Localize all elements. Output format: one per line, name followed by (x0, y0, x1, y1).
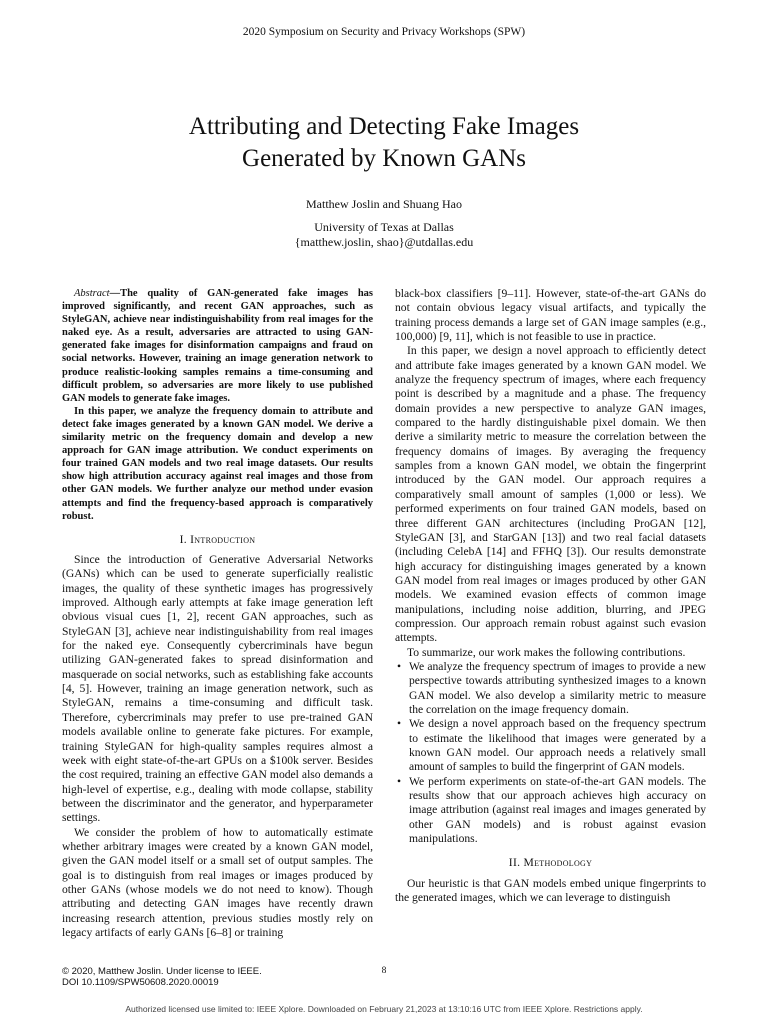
abstract-text-1: —The quality of GAN-generated fake images has improved significantly, and recent GAN approaches, such as StyleGAN, achieve near indistinguishability from real images for the naked eye. As a result, adversaries are attracted to using GAN-generated fake images for disinformation campaigns and fraud on social networks. However, training an image generation network to produce realistic-looking samples remains a time-consuming and difficult problem, so adversaries are more likely to use published GAN models to generate fake images. (62, 288, 373, 404)
intro-paragraph-5: To summarize, our work makes the following contributions. (407, 645, 686, 659)
email: {matthew.joslin, shao}@utdallas.edu (294, 235, 474, 249)
right-column (395, 287, 706, 905)
contribution-item: • We analyze the frequency spectrum of images to provide a new perspective towards attributing synthesized images to a known GAN model. We also develop a similarity metric to measure the correlation on the image frequency domain. (409, 660, 706, 717)
affiliation-block (0, 220, 768, 250)
section-heading-introduction: I. Introduction (179, 532, 256, 546)
affiliation: University of Texas at Dallas (314, 220, 454, 234)
abstract-label: Abstract (74, 288, 110, 299)
section-heading-methodology: II. Methodology (508, 856, 593, 870)
abstract-paragraph-1 (62, 287, 373, 405)
paper-title (0, 111, 768, 175)
abstract-paragraph-2: In this paper, we analyze the frequency domain to attribute and detect fake images generated by a known GAN model. We derive a similarity metric on the frequency domain and develop a new approach for GAN image attribution. We conduct experiments on four trained GAN models and two real image datasets. Our results show high attribution accuracy against real images and those from other GAN models. We further analyze our method under evasion attempts and find the frequency-based approach is comparatively robust. (62, 405, 373, 522)
left-column (62, 287, 373, 940)
contributions-list (395, 660, 706, 846)
page-number: 8 (381, 966, 387, 976)
authors: Matthew Joslin and Shuang Hao (306, 197, 462, 211)
title-line-2: Generated by Known GANs (242, 145, 526, 172)
contribution-item: • We perform experiments on state-of-the-art GAN models. The results show that our approach achieves high accuracy on image attribution (against real images and images generated by other GAN models) and is robust against evasion manipulations. (409, 775, 706, 847)
contribution-item: • We design a novel approach based on the frequency spectrum to estimate the likelihood that images were generated by a known GAN model. Our approach needs a relatively small amount of samples to build the fingerprint of GAN models. (409, 717, 706, 774)
license-notice: Authorized licensed use limited to: IEEE Xplore. Downloaded on February 21,2023 at 13:10:16 UTC from IEEE Xplore. Restrictions apply. (125, 1004, 643, 1014)
intro-paragraph-3: black-box classifiers [9–11]. However, state-of-the-art GANs do not contain obvious legacy visual artifacts, and typically the training process demands a large set of GAN image samples (e.g., 100,000) [9, 11], which is not feasible to use in practice. (395, 287, 706, 344)
abstract (62, 287, 373, 523)
method-paragraph-1: Our heuristic is that GAN models embed unique fingerprints to the generated images, which we can leverage to distinguish (395, 876, 706, 905)
conference-header: 2020 Symposium on Security and Privacy Workshops (SPW) (242, 26, 526, 38)
copyright: © 2020, Matthew Joslin. Under license to IEEE. (62, 966, 262, 977)
doi: DOI 10.1109/SPW50608.2020.00019 (62, 977, 219, 988)
title-line-1: Attributing and Detecting Fake Images (188, 113, 580, 140)
intro-paragraph-4: In this paper, we design a novel approach to efficiently detect and attribute fake images generated by a known GAN model. We analyze the frequency spectrum of images, where each frequency point is described by a magnitude and a phase. The frequency domain provides a new perspective to analyze GAN images, compared to the hardly distinguishable pixel domain. We then derive a similarity metric to measure the correlation between the frequency domains of images. By averaging the frequency samples from a known GAN model, we obtain the fingerprint introduced by the GAN model. Our approach requires a comparatively small amount of samples (1,000 or less). We performed experiments on four trained GAN models, based on three different GAN architectures (including ProGAN [12], StyleGAN [3], and StarGAN [13]) and two real facial datasets (including CelebA [14] and FFHQ [3]). Our results demonstrate high accuracy for distinguishing images generated by a known GAN model from real images or images produced by other GAN models. We examined evasion effects of common image manipulations, including noise addition, blurring, and JPEG compression. Our approach remain robust against such evasion attempts. (395, 344, 706, 645)
intro-paragraph-2: We consider the problem of how to automatically estimate whether arbitrary images were created by a known GAN model, given the GAN model itself or a small set of output samples. The goal is to distinguish from real images or images produced by other GANs (whose models we do not need to know). Though attributing and detecting GAN images have recently drawn increasing research attention, previous studies mostly rely on legacy artifacts of early GANs [6–8] or training (62, 825, 373, 939)
intro-paragraph-1: Since the introduction of Generative Adversarial Networks (GANs) which can be used to generate superficially realistic images, the quality of these synthetic images has progressively improved. Although early attempts at fake image generation left obvious visual cues [1, 2], recent GAN approaches, such as StyleGAN [3], achieve near indistinguishability from real images for the naked eye. Consequently cybercriminals have begun utilizing GAN-generated fakes to spread disinformation and masquerade on social networks, such as establishing fake accounts [4, 5]. However, training an image generation network, such as StyleGAN, remains a time-consuming and difficult task. Therefore, cybercriminals may prefer to use pre-trained GAN models available online to generate fake pictures. For example, training StyleGAN for high-quality samples requires almost a week with eight state-of-the-art GPUs on a $100k server. Besides the cost required, training an effective GAN model also demands a high-level of expertise, e.g., dealing with mode collapse, stability between the discriminator and the generator, and hyperparameter settings. (62, 553, 373, 825)
